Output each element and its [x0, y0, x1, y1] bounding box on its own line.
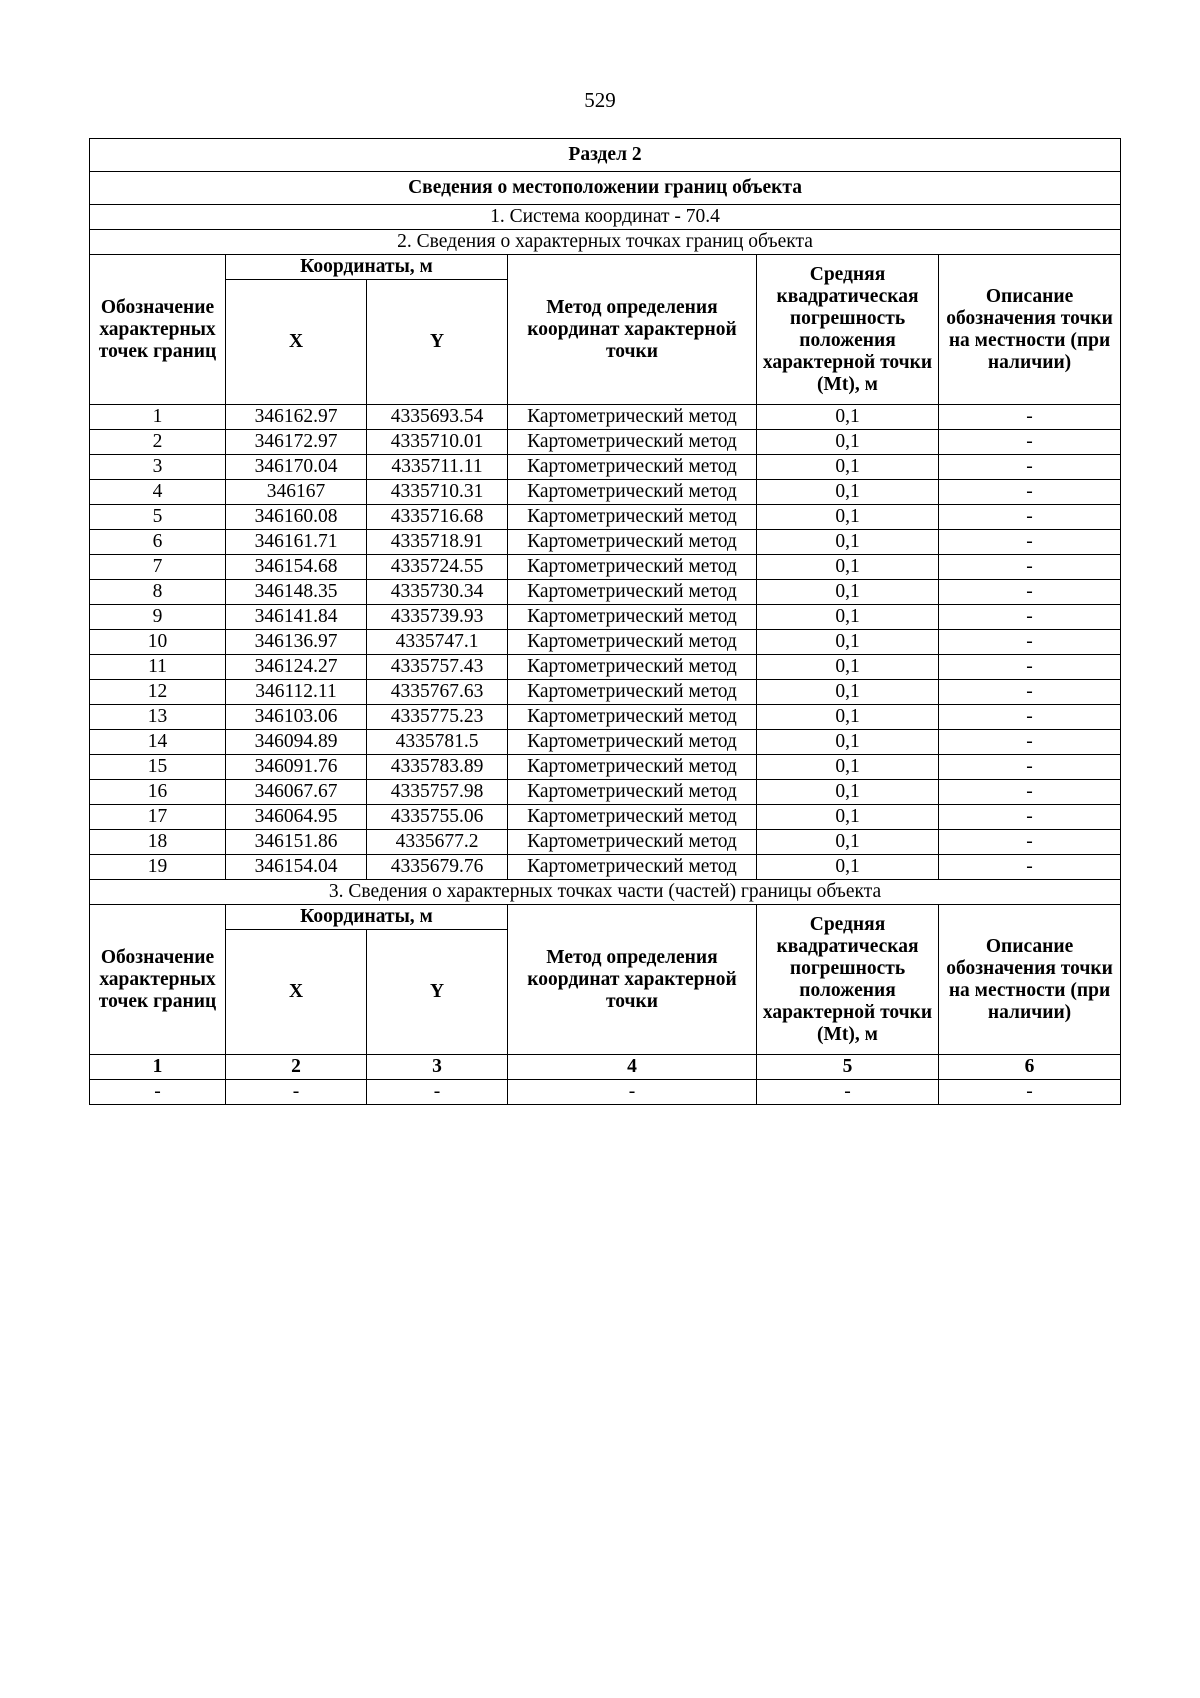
point-method-cell: Картометрический метод	[508, 855, 757, 880]
point-method-cell: Картометрический метод	[508, 655, 757, 680]
column-number: 4	[508, 1055, 757, 1080]
point-method-cell: Картометрический метод	[508, 580, 757, 605]
point-y-cell: 4335775.23	[367, 705, 508, 730]
point-error-cell: 0,1	[757, 530, 939, 555]
column-number: 3	[367, 1055, 508, 1080]
point-error-cell: 0,1	[757, 505, 939, 530]
point-row	[90, 555, 1121, 580]
point-number-cell: 15	[90, 755, 226, 780]
point-number-cell: 11	[90, 655, 226, 680]
point-row	[90, 430, 1121, 455]
point-y-cell: 4335757.98	[367, 780, 508, 805]
point-description-cell: -	[939, 455, 1121, 480]
parts-header-x: X	[226, 930, 367, 1055]
point-method-cell: Картометрический метод	[508, 405, 757, 430]
point-description-cell: -	[939, 405, 1121, 430]
point-description-cell: -	[939, 830, 1121, 855]
point-method-cell: Картометрический метод	[508, 780, 757, 805]
column-numbers-row	[90, 1055, 1121, 1080]
point-description-cell: -	[939, 430, 1121, 455]
page-number: 529	[584, 88, 616, 112]
point-x-cell: 346094.89	[226, 730, 367, 755]
parts-caption: 3. Сведения о характерных точках части (частей) границы объекта	[90, 880, 1121, 905]
point-y-cell: 4335711.11	[367, 455, 508, 480]
point-row	[90, 405, 1121, 430]
point-number-cell: 5	[90, 505, 226, 530]
point-y-cell: 4335710.31	[367, 480, 508, 505]
coordinate-system: 1. Система координат - 70.4	[90, 205, 1121, 230]
point-number-cell: 6	[90, 530, 226, 555]
point-y-cell: 4335724.55	[367, 555, 508, 580]
parts-header-designation: Обозначение характерных точек границ	[90, 905, 226, 1055]
point-method-cell: Картометрический метод	[508, 805, 757, 830]
point-row	[90, 630, 1121, 655]
parts-header-y: Y	[367, 930, 508, 1055]
point-description-cell: -	[939, 555, 1121, 580]
point-y-cell: 4335757.43	[367, 655, 508, 680]
point-x-cell: 346103.06	[226, 705, 367, 730]
parts-header-description: Описание обозначения точки на местности (при наличии)	[939, 905, 1121, 1055]
header-y: Y	[367, 280, 508, 405]
point-error-cell: 0,1	[757, 405, 939, 430]
header-method: Метод определения координат характерной точки	[508, 255, 757, 405]
parts-header-coordinates: Координаты, м	[226, 905, 508, 930]
point-error-cell: 0,1	[757, 680, 939, 705]
point-x-cell: 346136.97	[226, 630, 367, 655]
point-row	[90, 655, 1121, 680]
point-y-cell: 4335755.06	[367, 805, 508, 830]
point-error-cell: 0,1	[757, 430, 939, 455]
point-number-cell: 2	[90, 430, 226, 455]
point-description-cell: -	[939, 655, 1121, 680]
point-number-cell: 13	[90, 705, 226, 730]
parts-cell: -	[939, 1080, 1121, 1105]
point-x-cell: 346167	[226, 480, 367, 505]
point-row	[90, 455, 1121, 480]
point-method-cell: Картометрический метод	[508, 530, 757, 555]
point-row	[90, 780, 1121, 805]
point-x-cell: 346161.71	[226, 530, 367, 555]
header-x: X	[226, 280, 367, 405]
point-x-cell: 346064.95	[226, 805, 367, 830]
point-row	[90, 705, 1121, 730]
point-y-cell: 4335767.63	[367, 680, 508, 705]
header-designation: Обозначение характерных точек границ	[90, 255, 226, 405]
point-method-cell: Картометрический метод	[508, 505, 757, 530]
point-y-cell: 4335693.54	[367, 405, 508, 430]
point-number-cell: 3	[90, 455, 226, 480]
point-description-cell: -	[939, 730, 1121, 755]
point-error-cell: 0,1	[757, 455, 939, 480]
point-row	[90, 855, 1121, 880]
point-error-cell: 0,1	[757, 605, 939, 630]
point-error-cell: 0,1	[757, 755, 939, 780]
point-error-cell: 0,1	[757, 580, 939, 605]
point-method-cell: Картометрический метод	[508, 680, 757, 705]
point-description-cell: -	[939, 580, 1121, 605]
point-number-cell: 16	[90, 780, 226, 805]
parts-cell: -	[90, 1080, 226, 1105]
point-row	[90, 605, 1121, 630]
point-error-cell: 0,1	[757, 730, 939, 755]
point-row	[90, 480, 1121, 505]
point-row	[90, 755, 1121, 780]
point-x-cell: 346160.08	[226, 505, 367, 530]
point-row	[90, 730, 1121, 755]
point-x-cell: 346172.97	[226, 430, 367, 455]
point-method-cell: Картометрический метод	[508, 730, 757, 755]
column-number: 2	[226, 1055, 367, 1080]
point-row	[90, 530, 1121, 555]
point-row	[90, 505, 1121, 530]
point-description-cell: -	[939, 630, 1121, 655]
point-y-cell: 4335710.01	[367, 430, 508, 455]
point-y-cell: 4335730.34	[367, 580, 508, 605]
point-error-cell: 0,1	[757, 480, 939, 505]
point-method-cell: Картометрический метод	[508, 705, 757, 730]
point-x-cell: 346067.67	[226, 780, 367, 805]
point-x-cell: 346151.86	[226, 830, 367, 855]
point-number-cell: 14	[90, 730, 226, 755]
point-x-cell: 346162.97	[226, 405, 367, 430]
point-number-cell: 18	[90, 830, 226, 855]
point-number-cell: 12	[90, 680, 226, 705]
parts-cell: -	[508, 1080, 757, 1105]
point-description-cell: -	[939, 805, 1121, 830]
point-method-cell: Картометрический метод	[508, 755, 757, 780]
point-error-cell: 0,1	[757, 555, 939, 580]
point-method-cell: Картометрический метод	[508, 455, 757, 480]
point-row	[90, 830, 1121, 855]
point-row	[90, 580, 1121, 605]
point-number-cell: 19	[90, 855, 226, 880]
column-number: 5	[757, 1055, 939, 1080]
point-error-cell: 0,1	[757, 830, 939, 855]
point-method-cell: Картометрический метод	[508, 630, 757, 655]
point-y-cell: 4335781.5	[367, 730, 508, 755]
point-description-cell: -	[939, 505, 1121, 530]
point-error-cell: 0,1	[757, 705, 939, 730]
point-error-cell: 0,1	[757, 655, 939, 680]
header-description: Описание обозначения точки на местности (при наличии)	[939, 255, 1121, 405]
point-description-cell: -	[939, 480, 1121, 505]
point-method-cell: Картометрический метод	[508, 430, 757, 455]
point-number-cell: 9	[90, 605, 226, 630]
column-number: 1	[90, 1055, 226, 1080]
point-x-cell: 346154.68	[226, 555, 367, 580]
point-row	[90, 805, 1121, 830]
point-method-cell: Картометрический метод	[508, 480, 757, 505]
point-number-cell: 7	[90, 555, 226, 580]
column-number: 6	[939, 1055, 1121, 1080]
point-error-cell: 0,1	[757, 780, 939, 805]
header-coordinates: Координаты, м	[226, 255, 508, 280]
parts-row	[90, 1080, 1121, 1105]
parts-header-error: Средняя квадратическая погрешность положения характерной точки (Mt), м	[757, 905, 939, 1055]
point-y-cell: 4335677.2	[367, 830, 508, 855]
point-y-cell: 4335783.89	[367, 755, 508, 780]
point-number-cell: 4	[90, 480, 226, 505]
point-description-cell: -	[939, 780, 1121, 805]
point-description-cell: -	[939, 755, 1121, 780]
point-description-cell: -	[939, 605, 1121, 630]
point-y-cell: 4335679.76	[367, 855, 508, 880]
boundary-table	[89, 138, 1121, 1105]
point-number-cell: 10	[90, 630, 226, 655]
point-method-cell: Картометрический метод	[508, 830, 757, 855]
points-caption: 2. Сведения о характерных точках границ объекта	[90, 230, 1121, 255]
point-description-cell: -	[939, 705, 1121, 730]
parts-header-method: Метод определения координат характерной точки	[508, 905, 757, 1055]
point-description-cell: -	[939, 855, 1121, 880]
point-x-cell: 346112.11	[226, 680, 367, 705]
header-error: Средняя квадратическая погрешность положения характерной точки (Mt), м	[757, 255, 939, 405]
point-method-cell: Картометрический метод	[508, 555, 757, 580]
point-x-cell: 346091.76	[226, 755, 367, 780]
point-y-cell: 4335747.1	[367, 630, 508, 655]
point-error-cell: 0,1	[757, 855, 939, 880]
point-description-cell: -	[939, 680, 1121, 705]
point-number-cell: 8	[90, 580, 226, 605]
point-x-cell: 346141.84	[226, 605, 367, 630]
parts-cell: -	[226, 1080, 367, 1105]
point-y-cell: 4335739.93	[367, 605, 508, 630]
point-description-cell: -	[939, 530, 1121, 555]
point-row	[90, 680, 1121, 705]
point-number-cell: 1	[90, 405, 226, 430]
parts-cell: -	[367, 1080, 508, 1105]
point-y-cell: 4335716.68	[367, 505, 508, 530]
point-error-cell: 0,1	[757, 630, 939, 655]
point-error-cell: 0,1	[757, 805, 939, 830]
point-x-cell: 346170.04	[226, 455, 367, 480]
point-method-cell: Картометрический метод	[508, 605, 757, 630]
point-x-cell: 346154.04	[226, 855, 367, 880]
section-title: Раздел 2	[90, 139, 1121, 172]
point-x-cell: 346124.27	[226, 655, 367, 680]
parts-cell: -	[757, 1080, 939, 1105]
point-y-cell: 4335718.91	[367, 530, 508, 555]
point-number-cell: 17	[90, 805, 226, 830]
point-x-cell: 346148.35	[226, 580, 367, 605]
section-subtitle: Сведения о местоположении границ объекта	[90, 172, 1121, 205]
